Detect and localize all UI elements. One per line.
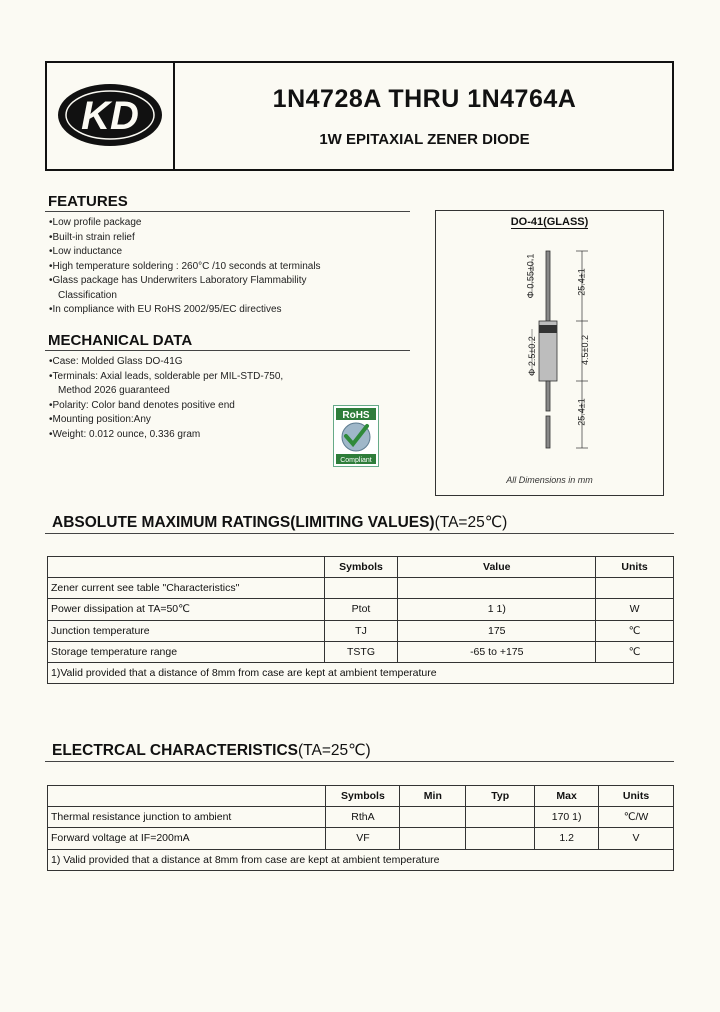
bottom-lead [546,381,550,411]
list-item: • Polarity: Color band denotes positive end [49,399,283,414]
table-header-row [48,786,674,807]
features-list [49,216,321,318]
package-title: DO-41(GLASS) [510,216,589,228]
polarity-band [539,325,557,333]
col-header: Value [398,557,596,578]
rohs-status: Compliant [340,457,372,464]
col-header: Units [596,557,674,578]
col-header: Typ [466,786,535,807]
top-lead [546,251,550,321]
bottom-lead-lower [546,416,550,448]
col-header: Max [535,786,599,807]
table-note: 1) Valid provided that a distance at 8mm from case are kept at ambient temperature [48,849,674,870]
table-row: Thermal resistance junction to ambient RthA 170 1) ℃/W [48,807,674,828]
col-header: Units [599,786,674,807]
list-item: • High temperature soldering : 260°C /10 seconds at terminals [49,260,321,275]
dim-body-length: 4.5±0.2 [579,335,590,365]
table-header-row [48,557,674,578]
table-row: Junction temperature TJ 175 ℃ [48,620,674,641]
col-header [48,557,325,578]
list-item: • Glass package has Underwriters Laboratory Flammability [49,274,321,289]
rohs-label: RoHS [342,410,370,421]
table-row: Power dissipation at TA=50℃ Ptot 1 1) W [48,599,674,620]
dim-top-lead-length: 25.4±1 [576,268,587,296]
table-note-row [48,849,674,870]
table-note-row [48,662,674,683]
kd-logo [57,83,163,147]
rohs-globe-icon [334,406,378,466]
table-row: Forward voltage at IF=200mA VF 1.2 V [48,828,674,849]
col-header [48,786,326,807]
abs-max-table [47,556,674,684]
package-note: All Dimensions in mm [506,475,593,485]
package-outline-box [435,210,664,496]
list-item: • Low profile package [49,216,321,231]
elec-table [47,785,674,871]
mechanical-list [49,355,283,442]
table-row: Storage temperature range TSTG -65 to +175 ℃ [48,641,674,662]
logo-text: KD [81,94,139,138]
list-item: • Built-in strain relief [49,231,321,246]
col-header: Min [400,786,466,807]
list-item: • Terminals: Axial leads, solderable per MIL-STD-750, [49,370,283,385]
page-title: 1N4728A THRU 1N4764A [272,85,577,113]
dim-lead-diameter: Φ 0.55±0.1 [525,253,536,299]
abs-max-divider [45,533,674,534]
header-box [45,61,674,171]
diode-drawing [436,211,665,497]
mechanical-divider [45,350,410,351]
col-header: Symbols [326,786,400,807]
col-header: Symbols [324,557,398,578]
dim-body-diameter: Φ 2.5±0.2 [526,336,537,376]
elec-divider [45,761,674,762]
list-item: • Weight: 0.012 ounce, 0.336 gram [49,428,283,443]
rohs-badge [333,405,379,467]
list-item: Method 2026 guaranteed [58,385,170,396]
page-subtitle: 1W EPITAXIAL ZENER DIODE [319,131,530,148]
table-note: 1)Valid provided that a distance of 8mm from case are kept at ambient temperature [48,662,674,683]
features-divider [45,211,410,212]
table-row: Zener current see table "Characteristics" [48,578,674,599]
list-item: • Low inductance [49,245,321,260]
dim-bottom-lead-length: 25.4±1 [576,398,587,426]
logo-cell [47,63,175,169]
mechanical-heading: MECHANICAL DATA [48,332,193,349]
list-item: • Case: Molded Glass DO-41G [49,355,283,370]
elec-heading: ELECTRCAL CHARACTERISTICS(TA=25℃) [52,742,371,759]
features-heading: FEATURES [48,193,128,210]
list-item: • In compliance with EU RoHS 2002/95/EC directives [49,303,321,318]
list-item: • Mounting position:Any [49,413,283,428]
list-item: Classification [58,289,117,301]
abs-max-heading: ABSOLUTE MAXIMUM RATINGS(LIMITING VALUES)(TA=25℃) [52,514,508,531]
